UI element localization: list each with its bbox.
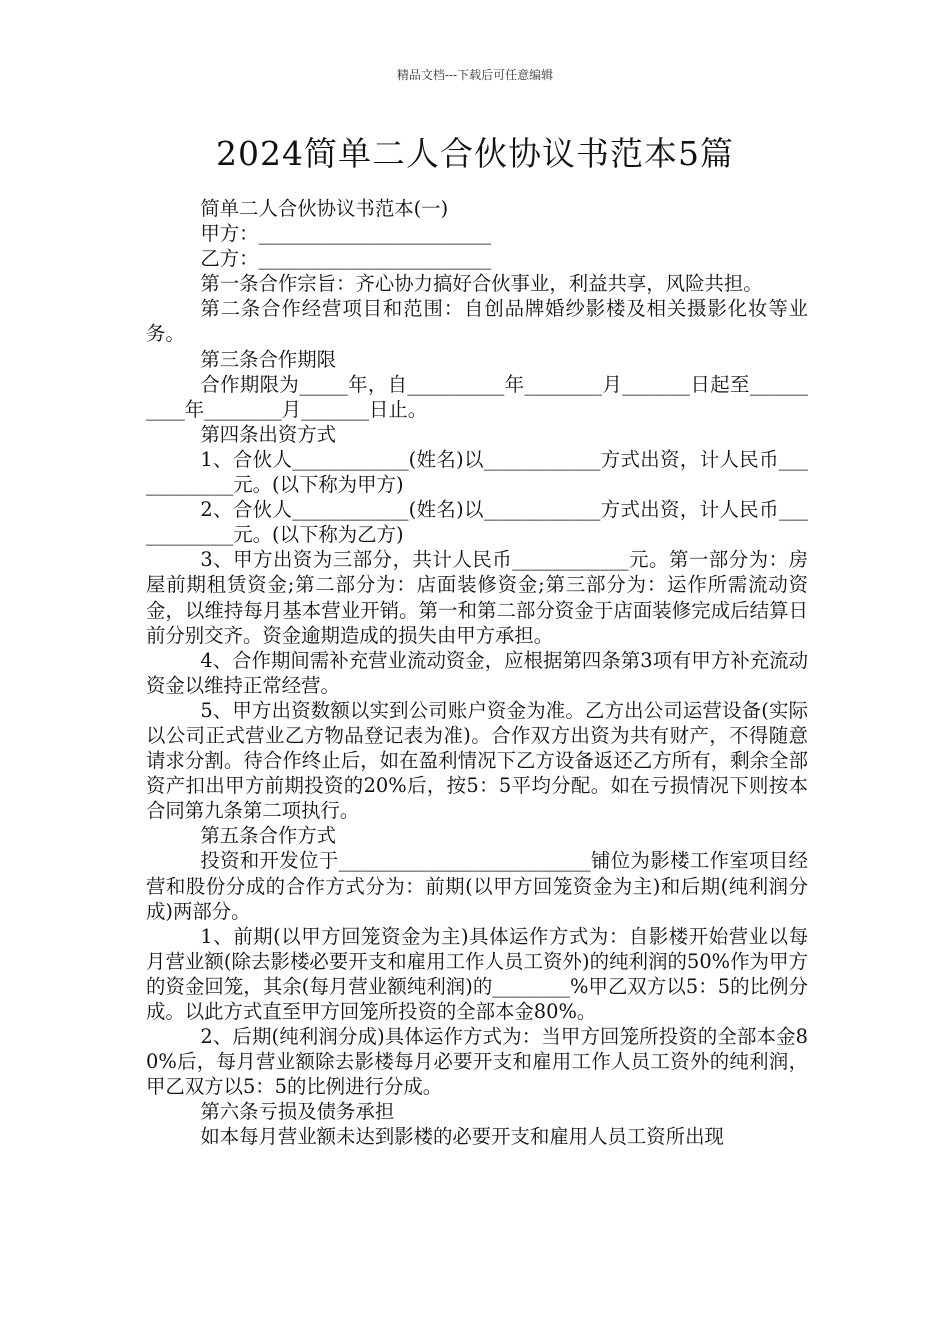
paragraph: 第一条合作宗旨：齐心协力搞好合伙事业，利益共享，风险共担。: [200, 272, 763, 296]
article-heading: 第五条合作方式: [200, 824, 337, 848]
paragraph: 第二条合作经营项目和范围：自创品牌婚纱影楼及相关摄影化妆等业务。: [146, 297, 808, 346]
paragraph: 1、前期(以甲方回笼资金为主)具体运作方式为：自影楼开始营业以每月营业额(除去影楼必要开支和雇用工作人员工资外)的纯利润的50%作为甲方的资金回笼，其余(每月营业额纯利润)的________%甲乙双方以5：5的比例分成。以此方式直至甲方回笼所投资的全部本金80%。: [146, 924, 808, 1023]
paragraph: 3、甲方出资为三部分，共计人民币____________元。第一部分为：房屋前期租赁资金;第二部分为：店面装修资金;第三部分为：运作所需流动资金，以维持每月基本营业开销。第一和第二部分资金于店面装修完成后结算日前分别交齐。资金逾期造成的损失由甲方承担。: [146, 548, 808, 647]
document-title: 2024简单二人合伙协议书范本5篇: [216, 134, 734, 173]
section-heading: 简单二人合伙协议书范本(一): [200, 197, 449, 220]
paragraph: 2、合伙人____________(姓名)以____________方式出资，计人民币____________元。(以下称为乙方): [146, 498, 808, 547]
article-heading: 第三条合作期限: [200, 347, 337, 371]
party-a-line: 甲方：________________________: [200, 222, 492, 246]
document-body: [146, 196, 808, 1150]
paragraph: 4、合作期间需补充营业流动资金，应根据第四条第3项有甲方补充流动资金以维持正常经营。: [146, 648, 808, 697]
paragraph: 投资和开发位于__________________________铺位为影楼工作室项目经营和股份分成的合作方式分为：前期(以甲方回笼资金为主)和后期(纯利润分成)两部分。: [146, 849, 808, 923]
paragraph: 5、甲方出资数额以实到公司账户资金为准。乙方出公司运营设备(实际以公司正式营业乙方物品登记表为准)。合作双方出资为共有财产，不得随意请求分割。待合作终止后，如在盈利情况下乙方设备返还乙方所有，剩余全部资产扣出甲方前期投资的20%后，按5：5平均分配。如在亏损情况下则按本合同第九条第二项执行。: [146, 698, 808, 823]
paragraph: 1、合伙人____________(姓名)以____________方式出资，计人民币____________元。(以下称为甲方): [146, 447, 808, 497]
paragraph: 2、后期(纯利润分成)具体运作方式为：当甲方回笼所投资的全部本金80%后，每月营业额除去影楼每月必要开支和雇用工作人员工资外的纯利润，甲乙双方以5：5的比例进行分成。: [146, 1025, 808, 1099]
paragraph: 如本每月营业额未达到影楼的必要开支和雇用人员工资所出现: [200, 1125, 724, 1149]
party-b-line: 乙方：________________________: [200, 247, 492, 271]
page-header: 精品文档---下载后可任意编辑: [396, 68, 554, 82]
article-heading: 第四条出资方式: [200, 422, 337, 446]
article-heading: 第六条亏损及债务承担: [200, 1100, 395, 1124]
paragraph: 合作期限为_____年，自__________年________月_______日起至__________年________月_______日止。: [146, 372, 808, 421]
